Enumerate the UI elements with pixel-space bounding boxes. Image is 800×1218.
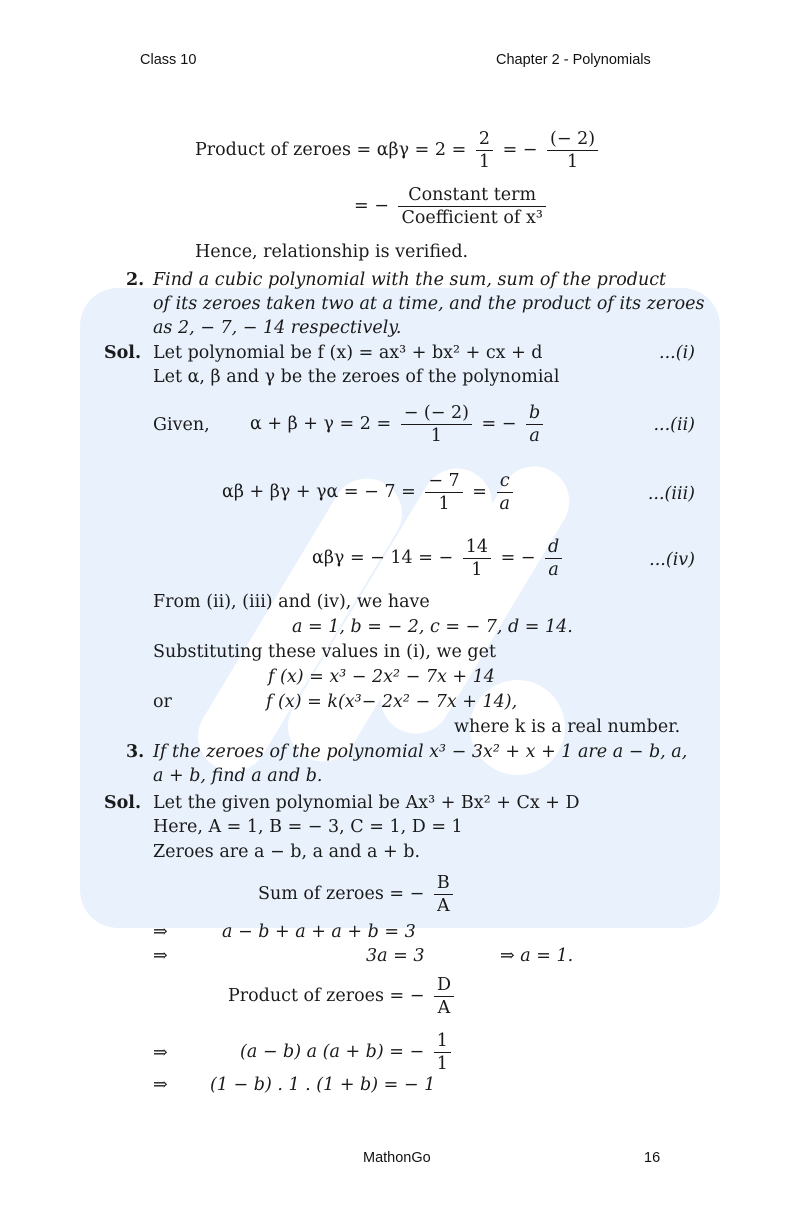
coefficient-values: a = 1, b = − 2, c = − 7, d = 14.	[292, 617, 573, 637]
question-text-line: as 2, − 7, − 14 respectively.	[153, 318, 402, 338]
fraction: $\frac{- (- 2)}{1}$	[401, 402, 472, 447]
implies-icon: ⇒	[153, 1075, 168, 1095]
fraction: $\frac{\text{Constant term}}{\text{Coefficient of x³}}$	[398, 184, 545, 229]
solution-line: Let the given polynomial be Ax³ + Bx² + Cx + D	[153, 793, 580, 813]
header-class-label: Class 10	[140, 52, 197, 68]
solution-line: where k is a real number.	[454, 717, 681, 737]
question-number: 3.	[126, 742, 145, 762]
fraction: $\frac{2}{1}$	[476, 128, 493, 173]
product-of-zeroes-equation: Product of zeroes = αβγ = 2 = $\frac{2}{1}$ = − $\frac{(- 2)}{1}$	[195, 128, 602, 173]
step-equation: (a − b) a (a + b) = − $\frac{1}{1}$	[240, 1030, 455, 1075]
solution-line: Substituting these values in (i), we get	[153, 642, 496, 662]
given-label: Given,	[153, 415, 210, 435]
solution-line: Let α, β and γ be the zeroes of the polynomial	[153, 367, 560, 387]
question-text-line: of its zeroes taken two at a time, and the product of its zeroes	[153, 294, 705, 314]
solution-line: Let polynomial be f (x) = ax³ + bx² + cx + d	[153, 343, 543, 363]
sum-of-products-equation: αβ + βγ + γα = − 7 = $\frac{- 7}{1}$ = $\frac{c}{a}$	[222, 470, 517, 515]
fraction: $\frac{(- 2)}{1}$	[547, 128, 598, 173]
step-result: ⇒ a = 1.	[500, 946, 574, 966]
equation-tag: ...(ii)	[653, 415, 695, 435]
implies-icon: ⇒	[153, 946, 168, 966]
product-of-zeroes-formula: Product of zeroes = − $\frac{D}{A}$	[228, 974, 458, 1019]
sum-of-zeroes-equation: α + β + γ = 2 = $\frac{- (- 2)}{1}$ = − $\frac{b}{a}$	[250, 402, 547, 447]
polynomial-result: f (x) = x³ − 2x² − 7x + 14	[268, 667, 495, 687]
page-number: 16	[644, 1150, 661, 1166]
fraction: $\frac{D}{A}$	[434, 974, 454, 1019]
question-text-line: If the zeroes of the polynomial x³ − 3x² + x + 1 are a − b, a,	[153, 742, 688, 762]
constant-term-ratio: = − $\frac{\text{Constant term}}{\text{Coefficient of x³}}$	[354, 184, 550, 229]
solution-line: Zeroes are a − b, a and a + b.	[153, 842, 421, 862]
solution-line: From (ii), (iii) and (iv), we have	[153, 592, 430, 612]
fraction: $\frac{14}{1}$	[463, 536, 491, 581]
equation-tag: ...(iii)	[647, 484, 695, 504]
implies-icon: ⇒	[153, 922, 168, 942]
step-equation: a − b + a + a + b = 3	[222, 922, 416, 942]
equation-tag: ...(i)	[659, 343, 695, 363]
header-chapter-label: Chapter 2 - Polynomials	[496, 52, 651, 68]
fraction: $\frac{1}{1}$	[434, 1030, 451, 1075]
sum-of-zeroes-formula: Sum of zeroes = − $\frac{B}{A}$	[258, 872, 457, 917]
general-polynomial: f (x) = k(x³− 2x² − 7x + 14),	[266, 692, 518, 712]
solution-line: Here, A = 1, B = − 3, C = 1, D = 1	[153, 817, 463, 837]
solution-label: Sol.	[104, 343, 142, 363]
verified-statement: Hence, relationship is verified.	[195, 242, 469, 262]
question-number: 2.	[126, 270, 145, 290]
or-label: or	[153, 692, 172, 712]
fraction: $\frac{b}{a}$	[526, 402, 543, 447]
fraction: $\frac{c}{a}$	[497, 470, 513, 515]
product-equation: αβγ = − 14 = − $\frac{14}{1}$ = − $\frac{d}{a}$	[312, 536, 566, 581]
step-equation: 3a = 3	[366, 946, 425, 966]
implies-icon: ⇒	[153, 1043, 168, 1063]
question-text-line: a + b, find a and b.	[153, 766, 323, 786]
step-equation: (1 − b) . 1 . (1 + b) = − 1	[210, 1075, 436, 1095]
fraction: $\frac{B}{A}$	[434, 872, 453, 917]
equation-tag: ...(iv)	[649, 550, 695, 570]
question-text-line: Find a cubic polynomial with the sum, sum of the product	[153, 270, 667, 290]
footer-brand: MathonGo	[363, 1150, 431, 1166]
fraction: $\frac{d}{a}$	[545, 536, 562, 581]
solution-label: Sol.	[104, 793, 142, 813]
fraction: $\frac{- 7}{1}$	[425, 470, 462, 515]
